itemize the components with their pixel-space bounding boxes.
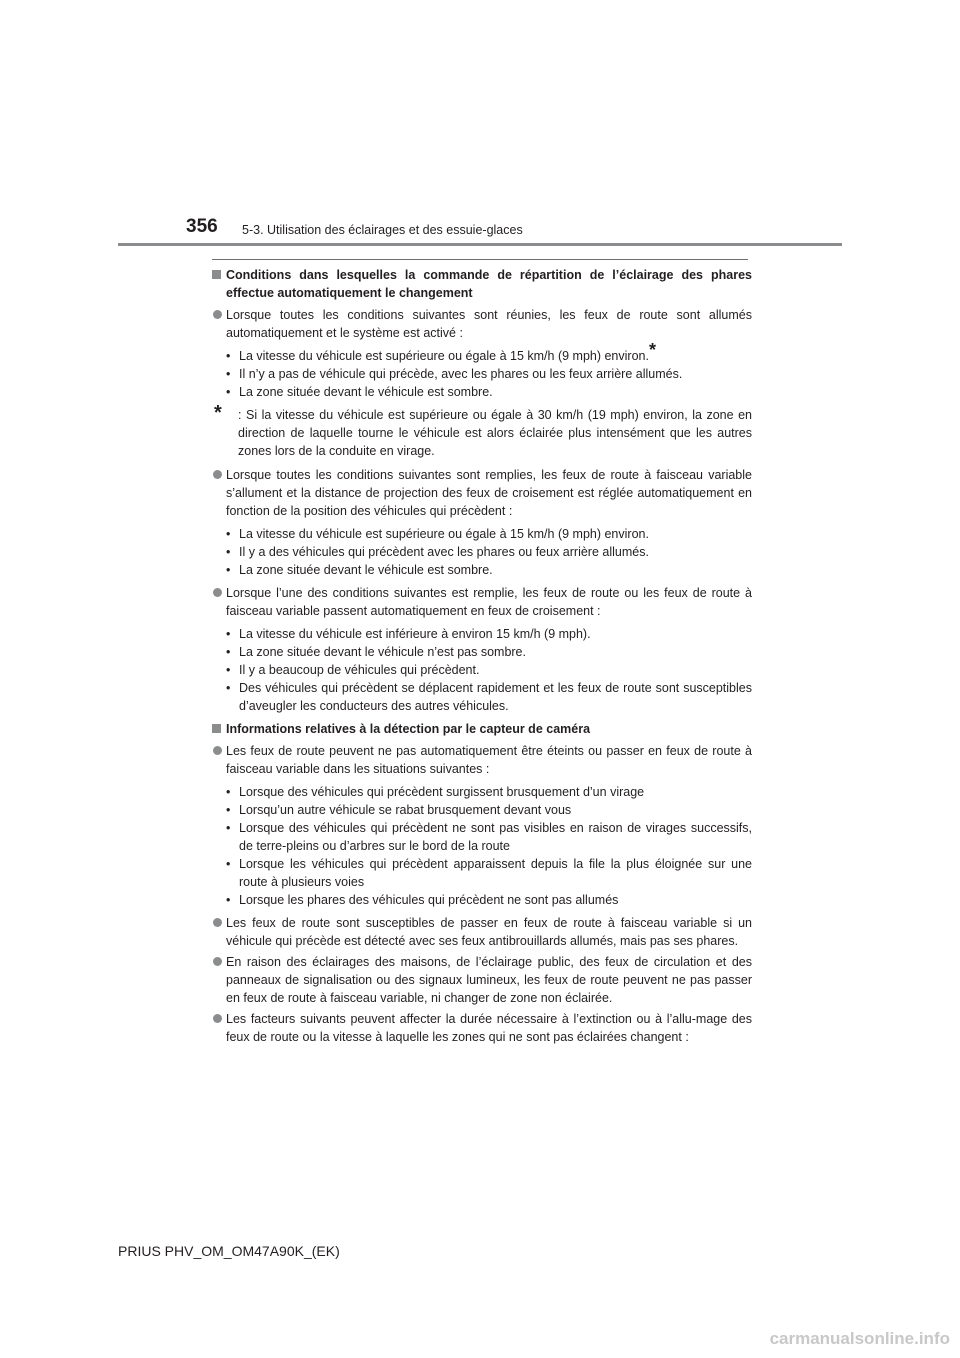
list-item: • Des véhicules qui précèdent se déplacent rapidement et les feux de route sont susceptibles d’aveugler les conducteurs des autres véhicules. (226, 681, 752, 713)
document-id: PRIUS PHV_OM_OM47A90K_(EK) (118, 1243, 340, 1259)
footnote (212, 402, 752, 460)
bullet-variable-beam-on (212, 466, 752, 520)
list-item: • Lorsque les véhicules qui précèdent apparaissent depuis la file la plus éloignée sur une route à plusieurs voies (226, 857, 752, 889)
condition-list (226, 625, 752, 715)
section-heading-auto-switch (212, 266, 752, 302)
round-bullet-icon (213, 957, 222, 966)
list-item: • Lorsque les phares des véhicules qui précèdent ne sont pas allumés (226, 893, 619, 907)
round-bullet-icon (213, 310, 222, 319)
bullet-may-not-switch (212, 742, 752, 778)
round-bullet-icon (213, 918, 222, 927)
section-title: 5-3. Utilisation des éclairages et des essuie-glaces (242, 223, 523, 237)
list-item: • Il n’y a pas de véhicule qui précède, avec les phares ou les feux arrière allumés. (226, 367, 683, 381)
content-divider (212, 259, 748, 260)
bullet-text: En raison des éclairages des maisons, de l’éclairage public, des feux de circulation et des panneaux de signalisation ou des signaux lumineux, les feux de route peuvent ne pas passer en feux de route à faisceau variable, ni changer de zone non éclairée. (226, 955, 752, 1005)
bullet-text: Les feux de route peuvent ne pas automatiquement être éteints ou passer en feux de route à faisceau variable dans les situations suivantes : (226, 744, 752, 776)
situation-list (226, 783, 752, 909)
header-divider (118, 243, 842, 246)
list-item: • Il y a des véhicules qui précèdent avec les phares ou feux arrière allumés. (226, 545, 649, 559)
bullet-high-beam-on (212, 306, 752, 342)
list-item: • Lorsque des véhicules qui précèdent ne sont pas visibles en raison de virages successifs, de terre-pleins ou d’arbres sur le bord de la route (226, 821, 752, 853)
page-number: 356 (186, 216, 218, 237)
bullet-text: Lorsque l’une des conditions suivantes est remplie, les feux de route ou les feux de route à faisceau variable passent automatiquement en feux de croisement : (226, 586, 752, 618)
heading-text: Informations relatives à la détection par le capteur de caméra (226, 722, 591, 736)
bullet-text: Lorsque toutes les conditions suivantes sont remplies, les feux de route à faisceau variable s’allument et la distance de projection des feux de croisement est réglée automatiquement en fonction de la position des véhicules qui précèdent : (226, 468, 752, 518)
page-content (212, 266, 752, 1049)
list-item: • La zone située devant le véhicule n’est pas sombre. (226, 645, 526, 659)
round-bullet-icon (213, 746, 222, 755)
list-item: • Lorsque des véhicules qui précèdent surgissent brusquement d’un virage (226, 785, 645, 799)
section-heading-camera-detection (212, 720, 752, 738)
list-item: • Lorsqu’un autre véhicule se rabat brusquement devant vous (226, 803, 572, 817)
list-item: • La zone située devant le véhicule est sombre. (226, 563, 493, 577)
watermark: carmanualsonline.info (769, 1329, 950, 1348)
bullet-low-beam-switch (212, 584, 752, 620)
list-item: • La vitesse du véhicule est supérieure ou égale à 15 km/h (9 mph) environ.* (226, 340, 656, 363)
list-item: • La vitesse du véhicule est inférieure à environ 15 km/h (9 mph). (226, 627, 591, 641)
round-bullet-icon (213, 588, 222, 597)
bullet-text: Lorsque toutes les conditions suivantes sont réunies, les feux de route sont allumés automatiquement et le système est activé : (226, 308, 752, 340)
round-bullet-icon (213, 470, 222, 479)
round-bullet-icon (213, 1014, 222, 1023)
footnote-text: : Si la vitesse du véhicule est supérieure ou égale à 30 km/h (19 mph) environ, la zone en direction de laquelle tourne le véhicule est alors éclairée plus intensément que les autres zones lors de la conduite en virage. (238, 408, 752, 458)
bullet-text: Les facteurs suivants peuvent affecter la durée nécessaire à l’extinction ou à l’allu-mage des feux de route ou la vitesse à laquelle les zones qui ne sont pas éclairées changent : (226, 1012, 752, 1044)
condition-list (226, 525, 752, 579)
condition-list (226, 340, 752, 401)
bullet-ambient-lighting (212, 953, 752, 1007)
square-bullet-icon (212, 724, 221, 733)
heading-text: Conditions dans lesquelles la commande de répartition de l’éclairage des phares effectue automatiquement le changement (226, 268, 752, 300)
square-bullet-icon (212, 270, 221, 279)
page-header (0, 0, 960, 250)
list-item: • La vitesse du véhicule est supérieure ou égale à 15 km/h (9 mph) environ. (226, 527, 649, 541)
list-item: • Il y a beaucoup de véhicules qui précèdent. (226, 663, 480, 677)
footnote-asterisk: * (214, 402, 222, 424)
list-item: • La zone située devant le véhicule est sombre. (226, 385, 493, 399)
bullet-timing-factors (212, 1010, 752, 1046)
bullet-fog-lights (212, 914, 752, 950)
asterisk-marker: * (648, 340, 656, 360)
bullet-text: Les feux de route sont susceptibles de passer en feux de route à faisceau variable si un véhicule qui précède est détecté avec ses feux antibrouillards allumés, mais pas ses phares. (226, 916, 752, 948)
